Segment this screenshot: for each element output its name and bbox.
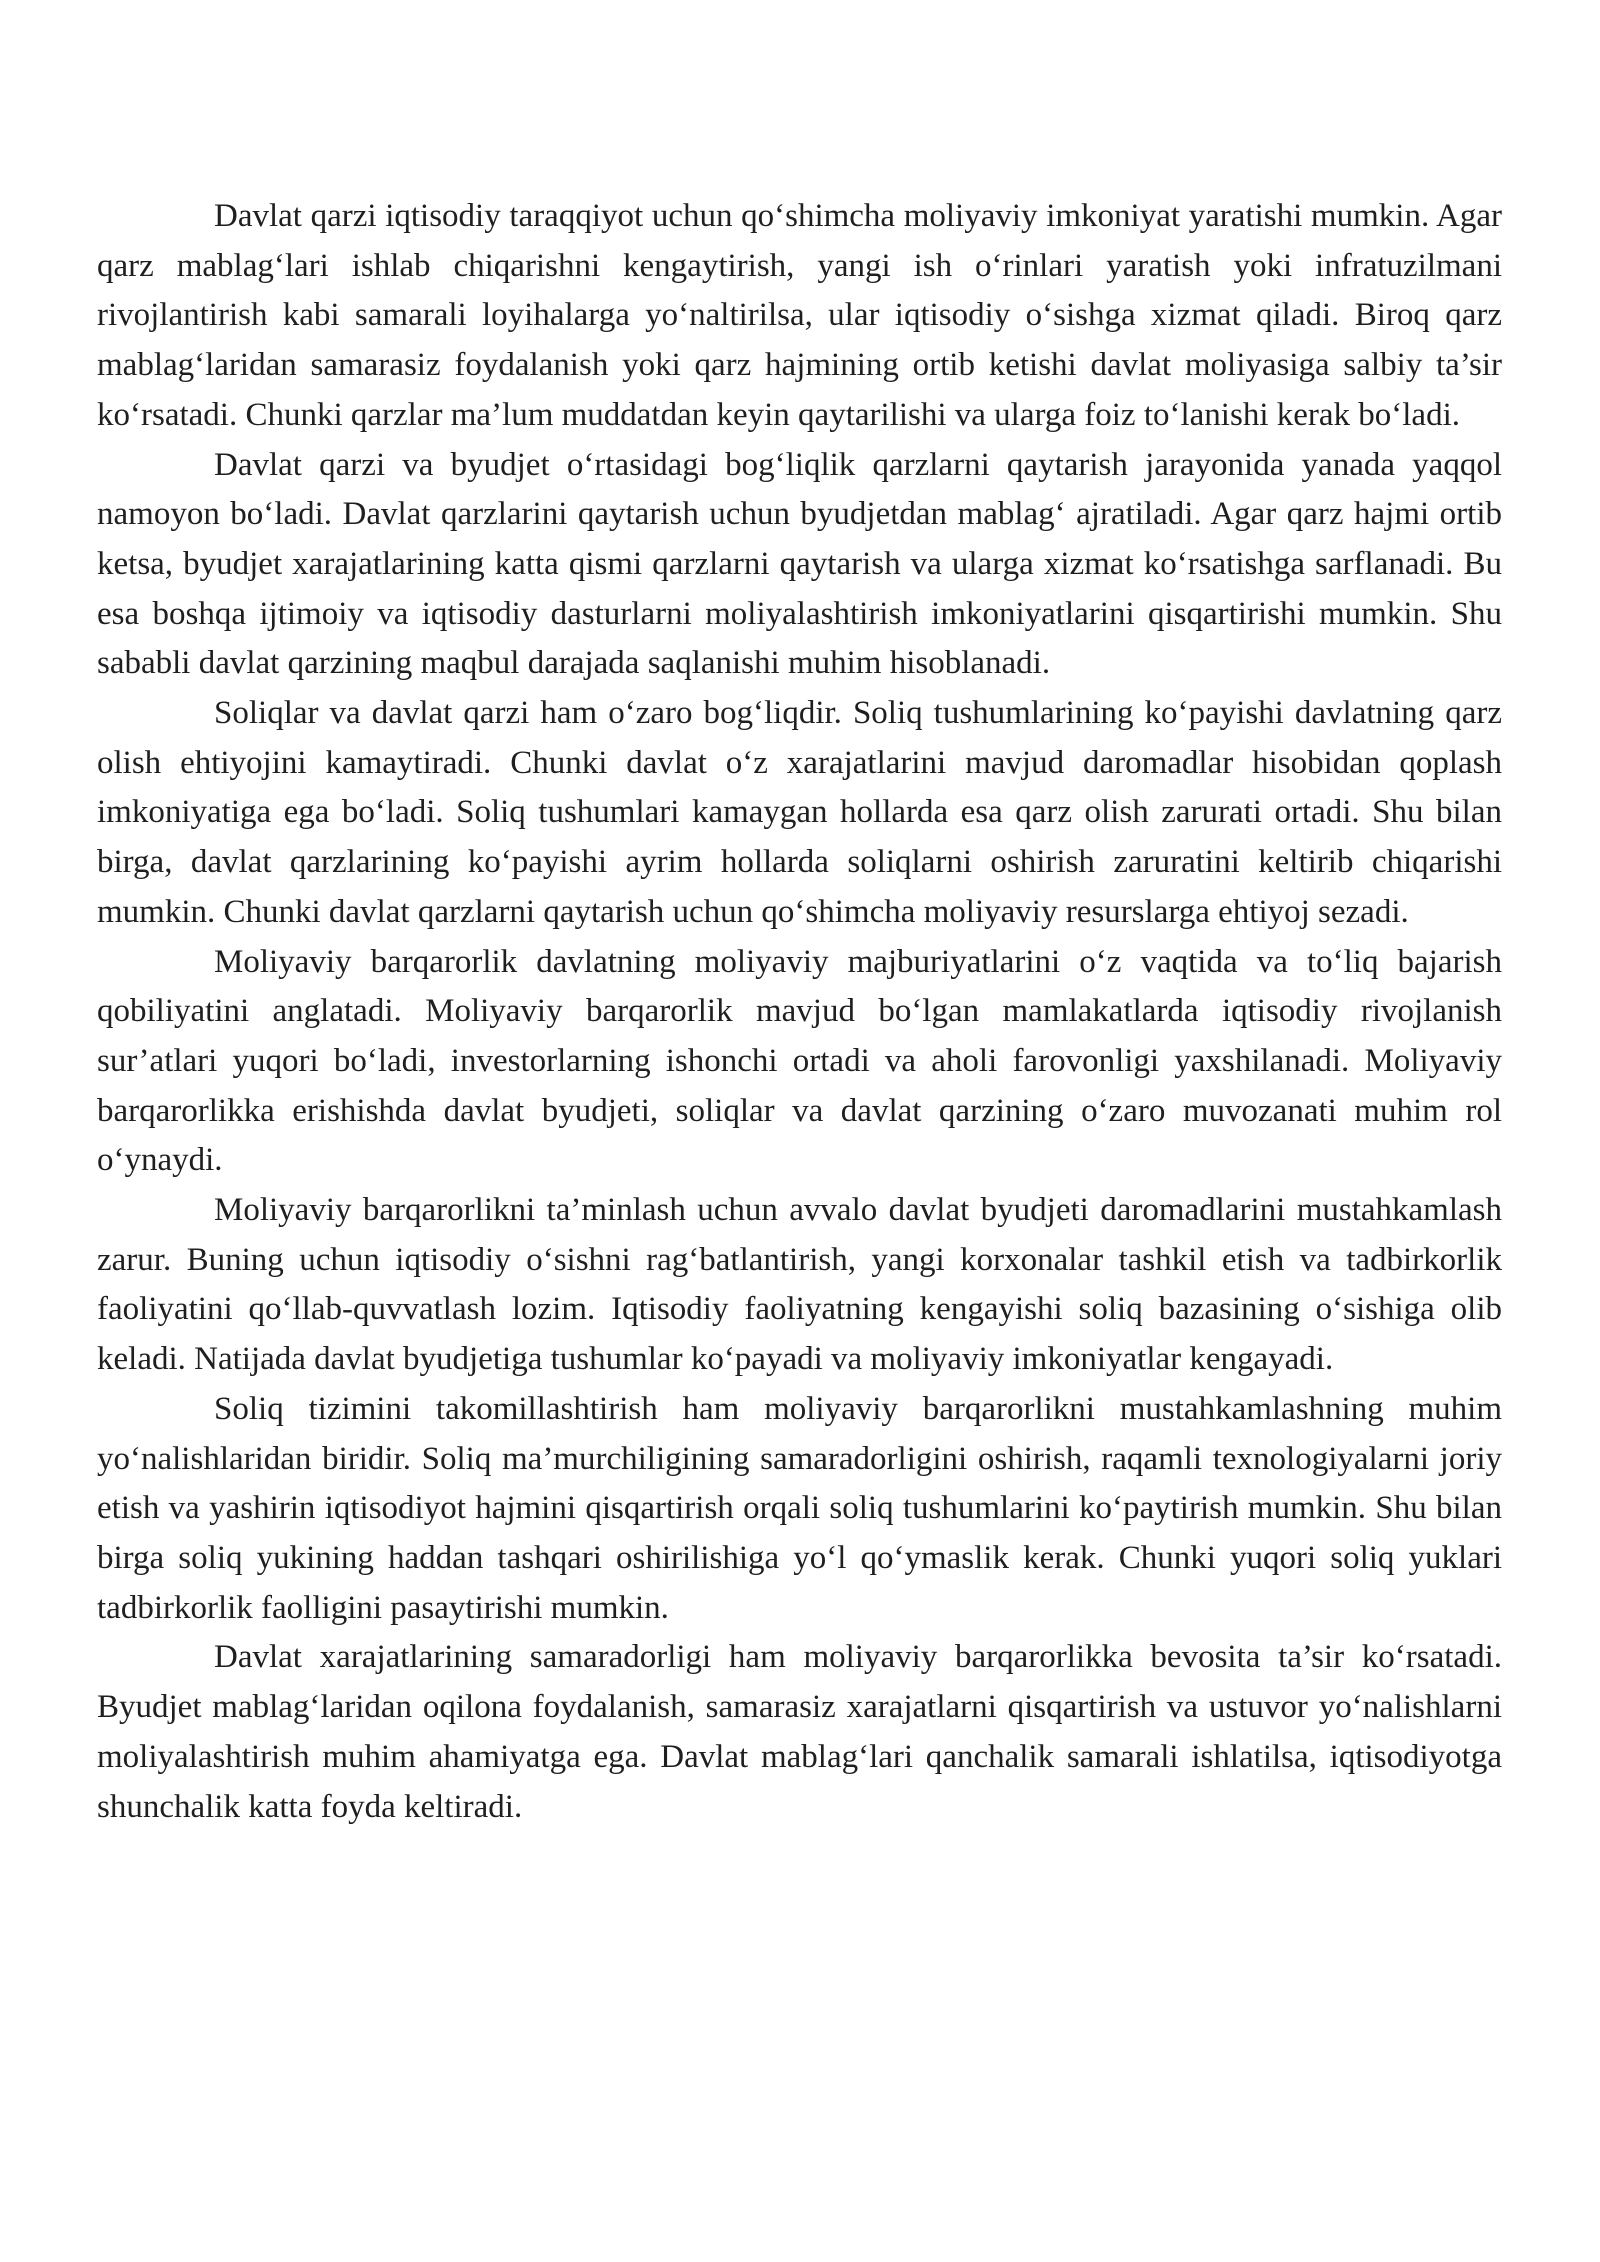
- paragraph-tax-system-improvement: Soliq tizimini takomillashtirish ham moliyaviy barqarorlikni mustahkamlashning muhim yo‘nalishlaridan biridir. Soliq ma’murchiligining samaradorligini oshirish, raqamli texnologiyalarni joriy etish va yashirin iqtisodiyot hajmini qisqartirish orqali soliq tushumlarini ko‘paytirish mumkin. Shu bilan birga soliq yukining haddan tashqari oshirilishiga yo‘l qo‘ymaslik kerak. Chunki yuqori soliq yuklari tadbirkorlik faolligini pasaytirishi mumkin.: [97, 1390, 1502, 1626]
- paragraph-financial-stability: Moliyaviy barqarorlik davlatning moliyaviy majburiyatlarini o‘z vaqtida va to‘liq bajarish qobiliyatini anglatadi. Moliyaviy barqarorlik mavjud bo‘lgan mamlakatlarda iqtisodiy rivojlanish sur’atlari yuqori bo‘ladi, investorlarning ishonchi ortadi va aholi farovonligi yaxshilanadi. Moliyaviy barqarorlikka erishishda davlat byudjeti, soliqlar va davlat qarzining o‘zaro muvozanati muhim rol o‘ynaydi.: [97, 943, 1502, 1179]
- paragraph-strengthening-revenues: Moliyaviy barqarorlikni ta’minlash uchun avvalo davlat byudjeti daromadlarini mustahkamlash zarur. Buning uchun iqtisodiy o‘sishni rag‘batlantirish, yangi korxonalar tashkil etish va tadbirkorlik faoliyatini qo‘llab-quvvatlash lozim. Iqtisodiy faoliyatning kengayishi soliq bazasining o‘sishiga olib keladi. Natijada davlat byudjetiga tushumlar ko‘payadi va moliyaviy imkoniyatlar kengayadi.: [97, 1192, 1502, 1378]
- paragraph-debt-and-budget: Davlat qarzi va byudjet o‘rtasidagi bog‘liqlik qarzlarni qaytarish jarayonida yanada yaqqol namoyon bo‘ladi. Davlat qarzlarini qaytarish uchun byudjetdan mablag‘ ajratiladi. Agar qarz hajmi ortib ketsa, byudjet xarajatlarining katta qismi qarzlarni qaytarish va ularga xizmat ko‘rsatishga sarflanadi. Bu esa boshqa ijtimoiy va iqtisodiy dasturlarni moliyalashtirish imkoniyatlarini qisqartirishi mumkin. Shu sababli davlat qarzining maqbul darajada saqlanishi muhim hisoblanadi.: [97, 446, 1502, 682]
- paragraph-spending-efficiency: Davlat xarajatlarining samaradorligi ham moliyaviy barqarorlikka bevosita ta’sir ko‘rsatadi. Byudjet mablag‘laridan oqilona foydalanish, samarasiz xarajatlarni qisqartirish va ustuvor yo‘nalishlarni moliyalashtirish muhim ahamiyatga ega. Davlat mablag‘lari qanchalik samarali ishlatilsa, iqtisodiyotga shunchalik katta foyda keltiradi.: [97, 1639, 1502, 1825]
- paragraph-public-debt-growth: Davlat qarzi iqtisodiy taraqqiyot uchun qo‘shimcha moliyaviy imkoniyat yaratishi mumkin. Agar qarz mablag‘lari ishlab chiqarishni kengaytirish, yangi ish o‘rinlari yaratish yoki infratuzilmani rivojlantirish kabi samarali loyihalarga yo‘naltirilsa, ular iqtisodiy o‘sishga xizmat qiladi. Biroq qarz mablag‘laridan samarasiz foydalanish yoki qarz hajmining ortib ketishi davlat moliyasiga salbiy ta’sir ko‘rsatadi. Chunki qarzlar ma’lum muddatdan keyin qaytarilishi va ularga foiz to‘lanishi kerak bo‘ladi.: [97, 198, 1502, 433]
- paragraph-taxes-and-debt: Soliqlar va davlat qarzi ham o‘zaro bog‘liqdir. Soliq tushumlarining ko‘payishi davlatning qarz olish ehtiyojini kamaytiradi. Chunki davlat o‘z xarajatlarini mavjud daromadlar hisobidan qoplash imkoniyatiga ega bo‘ladi. Soliq tushumlari kamaygan hollarda esa qarz olish zarurati ortadi. Shu bilan birga, davlat qarzlarining ko‘payishi ayrim hollarda soliqlarni oshirish zaruratini keltirib chiqarishi mumkin. Chunki davlat qarzlarni qaytarish uchun qo‘shimcha moliyaviy resurslarga ehtiyoj sezadi.: [97, 695, 1502, 930]
